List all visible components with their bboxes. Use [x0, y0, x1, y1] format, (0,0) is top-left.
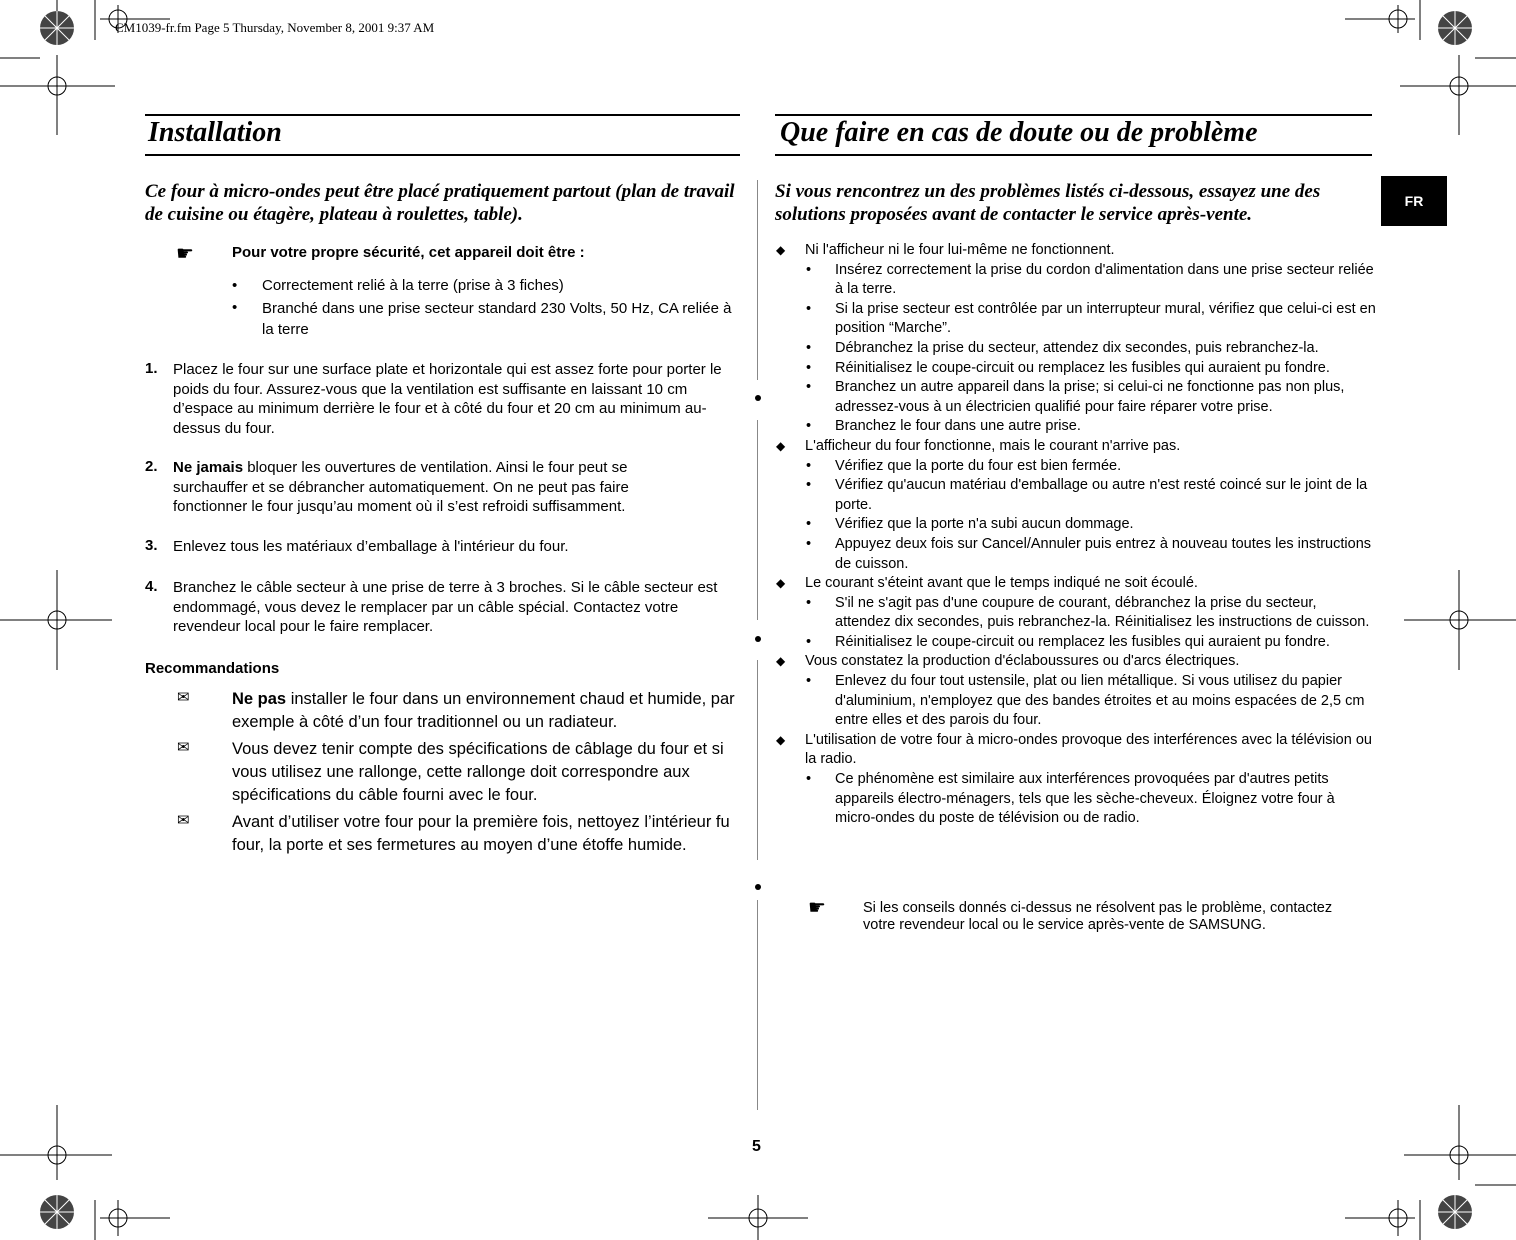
- solution-item: [776, 633, 1376, 653]
- final-note: Si les conseils donnés ci-dessus ne résolvent pas le problème, contactez votre revendeur local ou le service après-vente de SAMSUNG.: [863, 900, 1333, 933]
- diamond-icon: ◆: [776, 732, 786, 747]
- rec-body: installer le four dans un environnement chaud et humide, par exemple à côté d’un four traditionnel ou un radiateur.: [232, 690, 735, 731]
- solution-text: Ce phénomène est similaire aux interférences provoquées par d'autres petits appareils électro-ménagers, tels que les sèche-cheveux. Éloignez votre four à micro-ondes du poste de télévision ou de radio.: [835, 771, 1335, 827]
- title-rule-top: [145, 114, 740, 116]
- bullet: •: [232, 299, 238, 316]
- solution-item: [776, 457, 1376, 477]
- bullet: •: [806, 771, 812, 788]
- binding-dot: [755, 884, 761, 890]
- installation-intro: Ce four à micro-ondes peut être placé pratiquement partout (plan de travail de cuisine ou étagère, plateau à roulettes, table).: [145, 181, 735, 225]
- recommendation: [232, 811, 742, 857]
- solution-text: Débranchez la prise du secteur, attendez dix secondes, puis rebranchez-la.: [835, 339, 1319, 356]
- bullet: •: [806, 418, 812, 435]
- solution-text: Enlevez du four tout ustensile, plat ou lien métallique. Si vous utilisez du papier d'aluminium, n'employez que des bandes étroites et au moins espacées de 2,5 cm entre elles et des parois du four.: [835, 673, 1365, 729]
- solution-text: Vérifiez que la porte n'a subi aucun dommage.: [835, 516, 1134, 533]
- solution-item: [776, 535, 1376, 574]
- solution-item: [776, 770, 1376, 829]
- step-number: 1.: [145, 360, 158, 377]
- bullet: •: [806, 261, 812, 278]
- recommendation: [232, 688, 742, 734]
- problem-item: [776, 437, 1376, 457]
- solution-text: Réinitialisez le coupe-circuit ou remplacez les fusibles qui auraient pu fondre.: [835, 633, 1330, 650]
- language-tab: FR: [1381, 176, 1447, 226]
- troubleshooting-title: Que faire en cas de doute ou de problème: [780, 117, 1258, 148]
- column-divider: [757, 180, 758, 380]
- solution-text: S'il ne s'agit pas d'une coupure de courant, débranchez la prise du secteur, attendez dix secondes, puis rebranchez-la. Réinitialisez les instructions de cuisson.: [835, 594, 1370, 631]
- step-text: [173, 537, 741, 557]
- diamond-icon: ◆: [776, 243, 786, 257]
- solution-item: [776, 359, 1376, 379]
- title-rule-top: [775, 114, 1372, 116]
- solution-text: Appuyez deux fois sur Cancel/Annuler puis entrez à nouveau toutes les instructions de cuisson.: [835, 535, 1372, 572]
- problem-item: [776, 574, 1376, 594]
- problem-text: Vous constatez la production d'éclaboussures ou d'arcs électriques.: [805, 653, 1240, 670]
- bullet: •: [806, 457, 812, 474]
- step-bold: Ne jamais: [173, 459, 244, 476]
- bullet: •: [806, 516, 812, 533]
- problem-item: [776, 652, 1376, 672]
- bullet: •: [232, 277, 238, 294]
- note-icon: ✉: [177, 739, 190, 756]
- file-header: CM1039-fr.fm Page 5 Thursday, November 8, 2001 9:37 AM: [115, 20, 435, 35]
- binding-dot: [755, 636, 761, 642]
- problem-text: L'utilisation de votre four à micro-ondes provoque des interférences avec la télévision ou la radio.: [805, 731, 1372, 768]
- recommendation: [232, 738, 742, 807]
- bullet: •: [806, 535, 812, 552]
- problem-item: [776, 241, 1376, 261]
- solution-item: [776, 378, 1376, 417]
- diamond-icon: ◆: [776, 576, 786, 591]
- problem-list: [776, 241, 1376, 829]
- solution-text: Insérez correctement la prise du cordon d'alimentation dans une prise secteur reliée à la terre.: [835, 261, 1374, 298]
- binding-dot: [755, 395, 761, 401]
- column-divider: [757, 900, 758, 1110]
- safety-heading: Pour votre propre sécurité, cet appareil doit être :: [232, 244, 585, 261]
- title-rule-bottom: [775, 154, 1372, 156]
- step-text: [173, 578, 741, 637]
- solution-item: [776, 417, 1376, 437]
- step-text: [173, 458, 693, 517]
- step-body: Enlevez tous les matériaux d’emballage à l'intérieur du four.: [173, 538, 569, 555]
- step-text: [173, 360, 741, 438]
- bullet: •: [806, 300, 812, 317]
- rec-bold: Ne pas: [232, 690, 287, 708]
- step-number: 3.: [145, 537, 158, 554]
- solution-text: Vérifiez qu'aucun matériau d'emballage ou autre n'est resté coincé sur le joint de la porte.: [835, 477, 1368, 513]
- solution-text: Vérifiez que la porte du four est bien fermée.: [835, 457, 1122, 474]
- safety-item: Branché dans une prise secteur standard 230 Volts, 50 Hz, CA reliée à la terre: [262, 300, 732, 338]
- step-number: 2.: [145, 458, 158, 475]
- column-divider: [757, 660, 758, 860]
- diamond-icon: ◆: [776, 654, 786, 669]
- bullet: •: [806, 379, 812, 396]
- installation-title: Installation: [148, 117, 282, 148]
- solution-item: [776, 672, 1376, 731]
- bullet: •: [806, 633, 812, 650]
- solution-item: [776, 339, 1376, 359]
- solution-item: [776, 515, 1376, 535]
- step-body: Placez le four sur une surface plate et horizontale qui est assez forte pour porter le poids du four. Assurez-vous que la ventilation est suffisante en laissant 10 cm d’espace au minimum derrière le four et à côté du four et 20 cm au minimum au-dessus du four.: [173, 361, 722, 437]
- rec-body: Avant d’utiliser votre four pour la première fois, nettoyez l’intérieur fu four, la porte et ses fermetures au moyen d’une étoffe humide.: [232, 813, 730, 854]
- pointing-hand-icon: ☛: [176, 243, 194, 265]
- note-icon: ✉: [177, 689, 190, 706]
- bullet: •: [806, 594, 812, 611]
- solution-text: Branchez un autre appareil dans la prise; si celui-ci ne fonctionne pas non plus, adressez-vous à un électricien qualifié pour faire réparer votre prise.: [835, 379, 1345, 415]
- bullet: •: [806, 673, 812, 690]
- step-body: bloquer les ouvertures de ventilation. Ainsi le four peut se surchauffer et se débrancher automatiquement. On ne peut pas faire fonctionner le four jusqu’au moment où il s’est refroidi suffisamment.: [173, 459, 629, 515]
- bullet: •: [806, 339, 812, 356]
- step-body: Branchez le câble secteur à une prise de terre à 3 broches. Si le câble secteur est endommagé, vous devez le remplacer par un câble spécial. Contactez votre revendeur local pour le faire remplacer.: [173, 579, 718, 635]
- solution-text: Réinitialisez le coupe-circuit ou remplacez les fusibles qui auraient pu fondre.: [835, 359, 1330, 376]
- diamond-icon: ◆: [776, 438, 786, 453]
- title-rule-bottom: [145, 154, 740, 156]
- pointing-hand-icon: ☛: [808, 897, 826, 919]
- problem-text: Ni l'afficheur ni le four lui-même ne fonctionnent.: [805, 242, 1115, 258]
- solution-item: [776, 594, 1376, 633]
- solution-item: [776, 476, 1376, 515]
- bullet: •: [806, 477, 812, 494]
- step-number: 4.: [145, 578, 158, 595]
- note-icon: ✉: [177, 812, 190, 829]
- solution-text: Branchez le four dans une autre prise.: [835, 418, 1081, 435]
- rec-body: Vous devez tenir compte des spécifications de câblage du four et si vous utilisez une rallonge, cette rallonge doit correspondre aux spécifications du câble fourni avec le four.: [232, 740, 724, 804]
- solution-item: [776, 300, 1376, 339]
- page-number: 5: [752, 1138, 761, 1155]
- solution-text: Si la prise secteur est contrôlée par un interrupteur mural, vérifiez que celui-ci est en position “Marche”.: [835, 300, 1376, 337]
- recommendations-heading: Recommandations: [145, 660, 280, 677]
- solution-item: [776, 261, 1376, 300]
- safety-item: Correctement relié à la terre (prise à 3 fiches): [262, 277, 564, 294]
- problem-item: [776, 731, 1376, 770]
- problem-text: Le courant s'éteint avant que le temps indiqué ne soit écoulé.: [805, 575, 1198, 592]
- bullet: •: [806, 359, 812, 376]
- troubleshooting-intro: Si vous rencontrez un des problèmes listés ci-dessous, essayez une des solutions proposées avant de contacter le service après-vente.: [775, 181, 1321, 225]
- problem-text: L'afficheur du four fonctionne, mais le courant n'arrive pas.: [805, 437, 1181, 454]
- column-divider: [757, 420, 758, 620]
